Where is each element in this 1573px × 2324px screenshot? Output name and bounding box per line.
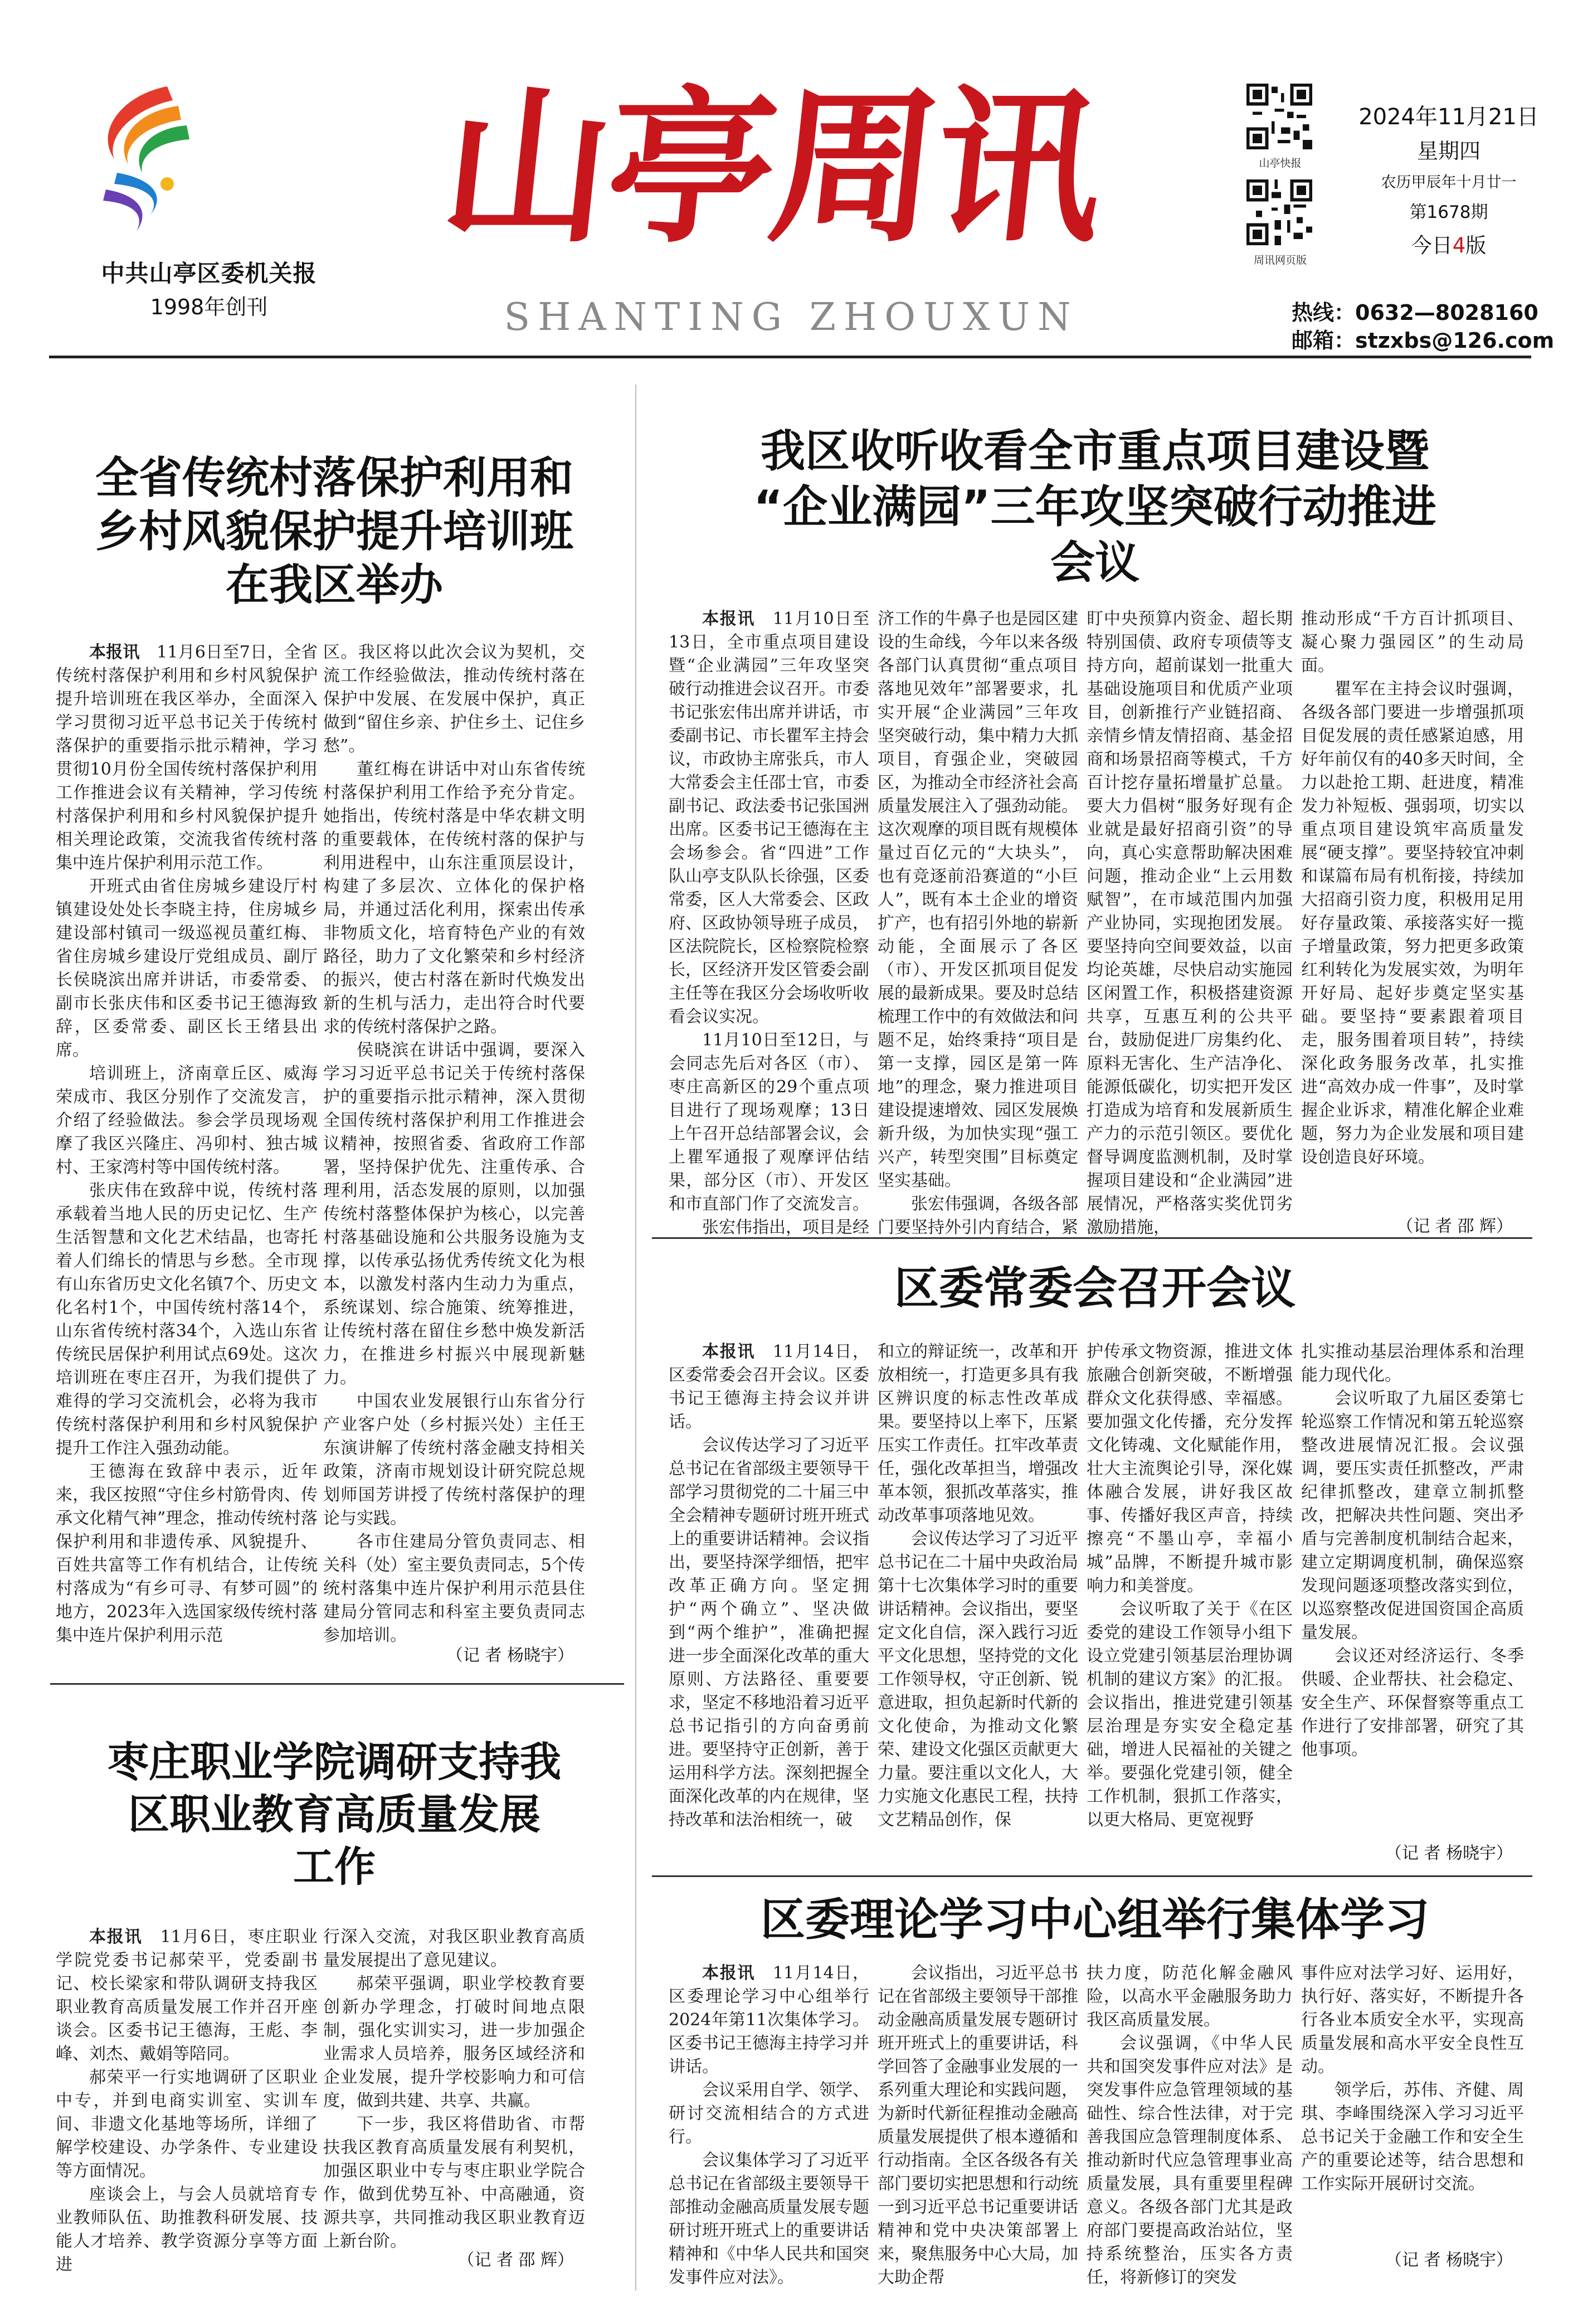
page-count-prefix: 今日 [1411, 234, 1453, 257]
article-column [669, 607, 870, 1237]
headline-line: 区委理论学习中心组举行集体学习 [761, 1894, 1429, 1946]
paragraph: 侯晓滨在讲话中强调，要深入学习习近平总书记关于传统村落保护的重要指示批示精神，深入贯彻全国传统村落保护利用工作推进会议精神，按照省委、省政府工作部署，坚持保护优先、注重传承、合理利用，活态发展的原则，以加强传统村落整体保护为核心，以完善村落基础设施和公共服务设施为支撑，以传承弘扬优秀传统文化为根本，以激发村落内生动力为重点，系统谋划、综合施策、统筹推进，让传统村落在留住乡愁中焕发新活力，在推进乡村振兴中展现新魅力。 [323, 1041, 585, 1388]
lunar-date: 农历甲辰年十月廿一 [1381, 174, 1517, 191]
headline-line: 乡村风貌保护提升培训班 [95, 507, 573, 557]
organization-label: 中共山亭区委机关报 [101, 260, 317, 287]
paragraph: 下一步，我区将借助省、市帮扶我区教育高质量发展有利契机，加强区职业中专与枣庄职业学院合作，做到优势互补、中高融通，资源共享，共同推动我区职业教育迈上新台阶。 [323, 2114, 585, 2251]
paragraph: 会议集体学习了习近平总书记在省部级主要领导干部推动金融高质量发展专题研讨班开班式上的重要讲话精神和《中华人民共和国突发事件应对法》。 [669, 2151, 869, 2287]
byline: （记 者 杨晓宇） [1385, 2250, 1513, 2270]
paragraph: 扶力度，防范化解金融风险，以高水平金融服务助力我区高质量发展。 [1087, 1963, 1293, 2030]
byline: （记 者 杨晓宇） [446, 1646, 574, 1665]
issue-number: 第1678期 [1409, 202, 1488, 222]
paragraph: 11月14日，区委常委会召开会议。区委书记王德海主持会议并讲话。 [669, 1342, 870, 1432]
article-headline [652, 1892, 1538, 1948]
article-headline [652, 1261, 1538, 1316]
paragraph: 会议传达学习了习近平总书记在二十届中央政治局第十七次集体学习时的重要讲话精神。会议指出，要坚定文化自信，深入践行习近平文化思想，坚持党的文化工作领导权，守正创新、锐意进取，担负起新时代新的文化使命，为推动文化繁荣、建设文化强区贡献更大力量。要注重以文化人，大力实施文化惠民工程，扶持文艺精品创作，保 [878, 1529, 1078, 1830]
page-count [1343, 228, 1555, 259]
paragraph: 王德海在致辞中表示，近年来，我区按照“守住乡村筋骨肉、传承文化精气神”理念，推动传统村落保护利用和非遗传承、风貌提升、百姓共富等工作有机结合，让传统村落成为“有乡可寻、有梦可圆”的地方，2023年入选国家级传统村落集中连片保护利用示范 [56, 1462, 318, 1645]
paragraph: 领学后，苏伟、齐健、周琪、李峰围绕深入学习习近平总书记关于金融工作和安全生产的重要论述等，结合思想和工作实际开展研讨交流。 [1301, 2080, 1524, 2194]
article-column [1301, 607, 1524, 1165]
headline-line: 工作 [293, 1843, 376, 1891]
article-tag: 本报讯 [89, 1927, 143, 1947]
paragraph: 张宏伟强调，各级各部门要坚持外引内育结合，紧 [878, 1194, 1078, 1237]
paragraph: 瞿军在主持会议时强调，各级各部门要进一步增强抓项目促发展的责任感紧迫感，用好年前仅有的40多天时间，全力以赴抢工期、赶进度，精准发力补短板、强弱项，切实以重点项目建设筑牢高质量发展“硬支撑”。要坚持较宜冲刺和谋篇布局有机衔接，持续加大招商引资力度，积极用足用好存量政策、承接落实好一揽子增量政策，努力把更多政策红利转化为发展实效，为明年开好局、起好步奠定坚实基础。要坚持“要素跟着项目走，服务围着项目转”，持续深化政务服务改革，扎实推进“高效办成一件事”，及时掌握企业诉求，精准化解企业难题，努力为企业发展和项目建设创造良好环境。 [1301, 679, 1524, 1167]
headline-line: “企业满园”三年攻坚突破行动推进 [753, 481, 1436, 533]
column-divider [635, 385, 636, 2291]
article-column [669, 1962, 870, 2287]
paragraph: 郝荣平强调，职业学校教育要创新办学理念，打破时间地点限制，强化实训实习，进一步加强企业需求人员培养，服务区域经济和企业发展，提升学校影响力和可信度，做到共建、共享、共赢。 [323, 1974, 585, 2111]
byline: （记 者 邵 辉） [457, 2250, 574, 2270]
article-column [323, 641, 585, 1645]
paragraph: 11月10日至13日，全市重点项目建设暨“企业满园”三年攻坚突破行动推进会议召开。市委书记张宏伟出席并讲话，市委副书记、市长瞿军主持会议，市政协主席张兵，市人大常委会主任邵士官，市委副书记、政法委书记张国洲出席。区委书记王德海在主会场参会。省“四进”工作队山亭支队队长徐强，区委常委，区人大常委会、区政府、区政协领导班子成员，区法院院长，区检察院检察长，区经济开发区管委会副主任等在我区分会场收听收看会议实况。 [669, 609, 870, 1027]
section-divider [652, 1237, 1532, 1239]
headline-line: 枣庄职业学院调研支持我 [108, 1738, 561, 1786]
paragraph: 开班式由省住房城乡建设厅村镇建设处处长李晓主持，住房城乡建设部村镇司一级巡视员董红梅、省住房城乡建设厅党组成员、副厅长侯晓滨出席并讲话，市委常委、副市长张庆伟和区委书记王德海致辞，区委常委、副区长王绪县出席。 [56, 877, 318, 1060]
article-tag: 本报讯 [702, 609, 756, 629]
article-tag: 本报讯 [89, 643, 140, 662]
newspaper-title-pinyin: SHANTING ZHOUXUN [504, 295, 1079, 339]
article-headline [652, 424, 1538, 591]
article-tag: 本报讯 [702, 1963, 756, 1983]
paragraph: 会议听取了九届区委第七轮巡察工作情况和第五轮巡察整改进展情况汇报。会议强调，要压实责任抓整改，严肃纪律抓整改，建章立制抓整改，把解决共性问题、突出矛盾与完善制度机制结合起来，建立定期调度机制，确保巡察发现问题逐项整改落实到位，以巡察整改促进国资国企高质量发展。 [1301, 1389, 1524, 1642]
article-column [878, 607, 1078, 1237]
qr-label-web: 周讯网页版 [1253, 254, 1307, 266]
headline-line: 会议 [1050, 537, 1139, 589]
paragraph: 推动形成“千方百计抓项目、凝心聚力强园区”的生动局面。 [1301, 609, 1524, 675]
headline-line: 区职业教育高质量发展 [128, 1791, 540, 1839]
article-column [1087, 1962, 1293, 2287]
paragraph: 济工作的牛鼻子也是园区建设的生命线，今年以来各级各部门认真贯彻“重点项目落地见效年”部署要求，扎实开展“企业满园”三年攻坚突破行动，集中精力大抓项目，育强企业，突破园区，为推动全市经济社会高质量发展注入了强劲动能。这次观摩的项目既有规模体量过百亿元的“大块头”，也有竞逐前沿赛道的“小巨人”，既有本土企业的增资扩产，也有招引外地的崭新动能，全面展示了各区（市）、开发区抓项目促发展的最新成果。要及时总结梳理工作中的有效做法和问题不足，始终秉持“项目是第一支撑，园区是第一阵地”的理念，聚力推进项目建设提速增效、园区发展焕新升级，为加快实现“强工兴产，转型突围”目标奠定坚实基础。 [878, 609, 1078, 1190]
section-divider [50, 1683, 624, 1685]
paragraph: 张宏伟指出，项目是经 [702, 1218, 869, 1237]
issue-weekday: 星期四 [1416, 139, 1481, 163]
paragraph: 盯中央预算内资金、超长期特别国债、政府专项债等支持方向，超前谋划一批重大基础设施项目和优质产业项目，创新推行产业链招商、亲情乡情友情招商、基金招商和场景招商等模式，千方百计挖存量拓增量扩总量。要大力倡树“服务好现有企业就是最好招商引资”的导向，真心实意帮助解决困难问题，推动企业“上云用数赋智”，在市域范围内加强产业协同，实现抱团发展。要坚持向空间要效益，以亩均论英雄，尽快启动实施园区闲置工作，积极搭建资源共享，互惠互利的公共平台，鼓励促进厂房集约化、原料无害化、生产洁净化、能源低碳化，切实把开发区打造成为培育和发展新质生产力的示范引领区。要优化督导调度监测机制，及时掌握项目建设和“企业满园”进展情况，严格落实奖优罚劣激励措施， [1087, 609, 1293, 1237]
email: 邮箱：stzxbs@126.com [1292, 328, 1555, 353]
paragraph: 会议传达学习了习近平总书记在省部级主要领导干部学习贯彻党的二十届三中全会精神专题研讨班开班式上的重要讲话精神。会议指出，要坚持深学细悟，把牢改革正确方向。坚定拥护“两个确立”、坚决做到“两个维护”，准确把握进一步全面深化改革的重大原则、方法路径、重要要求，坚定不移地沿着习近平总书记指引的方向奋勇前进。要坚持守正创新，善于运用科学方法。深刻把握全面深化改革的内在规律，坚持改革和法治相统一，破 [669, 1436, 869, 1830]
article-headline [39, 451, 630, 612]
paragraph: 会议还对经济运行、冬季供暖、企业帮扶、社会稳定、安全生产、环保督察等重点工作进行了安排部署，研究了其他事项。 [1301, 1646, 1524, 1759]
article-column [669, 1340, 869, 1870]
paragraph: 培训班上，济南章丘区、威海荣成市、我区分别作了交流发言，介绍了经验做法。参会学员现场观摩了我区兴隆庄、冯卯村、独古城村、王家湾村等中国传统村落。 [56, 1064, 318, 1177]
article-column [1301, 1962, 1524, 2235]
paragraph: 董红梅在讲话中对山东省传统村落保护利用工作给予充分肯定。她指出，传统村落是中华农耕文明的重要载体，在传统村落的保护与利用进程中，山东注重顶层设计，构建了多层次、立体化的保护格局，并通过活化利用，探索出传承非物质文化，培育特色产业的有效路径，助力了文化繁荣和乡村经济的振兴，使古村落在新时代焕发出新的生机与活力，走出符合时代要求的传统村落保护之路。 [323, 760, 585, 1037]
paragraph: 11月6日，枣庄职业学院党委书记郝荣平，党委副书记、校长梁家和带队调研支持我区职业教育高质量发展工作并召开座谈会。区委书记王德海，王彪、李峰、刘杰、戴娟等陪同。 [56, 1927, 318, 2064]
article-headline [39, 1736, 630, 1893]
founded-label: 1998年创刊 [150, 295, 268, 319]
article-column [878, 1962, 1078, 2287]
paragraph: 中国农业发展银行山东省分行产业客户处（乡村振兴处）主任王东演讲解了传统村落金融支持相关政策，济南市规划设计研究院总规划师国芳讲授了传统村落保护的理论与实践。 [323, 1392, 585, 1528]
article-column [56, 1926, 318, 2274]
paragraph: 区。我区将以此次会议为契机，交流工作经验做法，推动传统村落在保护中发展、在发展中保护，真正做到“留住乡亲、护住乡土、记住乡愁”。 [323, 643, 585, 756]
paragraph: 和立的辩证统一，改革和开放相统一，打造更多具有我区辨识度的标志性改革成果。要坚持以上率下，压紧压实工作责任。扛牢改革责任，强化改革担当，增强改革本领，狠抓改革落实，推动改革事项落地见效。 [878, 1342, 1078, 1525]
article-column [56, 641, 318, 1678]
paragraph: 11月10日至12日，与会同志先后对各区（市）、枣庄高新区的29个重点项目进行了现场观摩；13日上午召开总结部署会议，会上瞿军通报了观摩评估结果，部分区（市）、开发区和市直部门作了交流发言。 [669, 1030, 869, 1214]
newspaper-title: 山亭周讯 [434, 69, 1110, 265]
paragraph: 护传承文物资源，推进文体旅融合创新突破，不断增强群众文化获得感、幸福感。要加强文化传播，充分发挥文化铸魂、文化赋能作用，壮大主流舆论引导，深化媒体融合发展，讲好我区故事、传播好我区声音，持续擦亮“不墨山亭，幸福小城”品牌，不断提升城市影响力和美誉度。 [1087, 1342, 1293, 1596]
paragraph: 会议采用自学、领学、研讨交流相结合的方式进行。 [669, 2080, 869, 2147]
newspaper-logo-icon [84, 75, 203, 242]
headline-line: 我区收听收看全市重点项目建设暨 [761, 425, 1429, 477]
headline-line: 全省传统村落保护利用和 [95, 453, 573, 503]
paragraph: 张庆伟在致辞中说，传统村落承载着当地人民的历史记忆、生产生活智慧和文化艺术结晶，也寄托着人们绵长的情思与乡愁。全市现有山东省历史文化名镇7个、历史文化名村1个，中国传统村落14个，山东省传统村落34个，入选山东省传统民居保护利用试点69处。这次培训班在枣庄召开，为我们提供了难得的学习交流机会，必将为我市传统村落保护利用和乡村风貌保护提升工作注入强劲动能。 [56, 1181, 318, 1458]
paragraph: 会议指出，习近平总书记在省部级主要领导干部推动金融高质量发展专题研讨班开班式上的重要讲话，科学回答了金融事业发展的一系列重大理论和实践问题，为新时代新征程推动金融高质量发展提供了根本遵循和行动指南。全区各级各有关部门要切实把思想和行动统一到习近平总书记重要讲话精神和党中央决策部署上来，聚焦服务中心大局，加大助企帮 [878, 1963, 1078, 2287]
paragraph: 郝荣平一行实地调研了区职业中专，并到电商实训室、实训车间、非遗文化基地等场所，详细了解学校建设、办学条件、专业建设等方面情况。 [56, 2068, 318, 2181]
paragraph: 11月14日，区委理论学习中心组举行2024年第11次集体学习。区委书记王德海主持学习并讲话。 [669, 1963, 870, 2077]
article-column [1087, 1340, 1293, 1870]
page-count-number: 4 [1452, 234, 1466, 257]
byline: （记 者 杨晓宇） [1385, 1844, 1513, 1863]
article-column [1087, 607, 1293, 1237]
article-column [878, 1340, 1078, 1870]
paragraph: 行深入交流，对我区职业教育高质量发展提出了意见建议。 [323, 1927, 585, 1970]
qr-code-icon[interactable] [1246, 179, 1312, 245]
paragraph: 各市住建局分管负责同志、相关科（处）室主要负责同志，5个传统村落集中连片保护利用示范县住建局分管同志和科室主要负责同志参加培训。 [323, 1532, 585, 1645]
page-count-suffix: 版 [1465, 234, 1487, 257]
article-column [323, 1926, 585, 2251]
paragraph: 会议听取了关于《在区委党的建设工作领导小组下设立党建引领基层治理协调机制的建议方案》的汇报。会议指出，推进党建引领基层治理是夯实安全稳定基础，增进人民福祉的关键之举。要强化党建引领，健全工作机制，狠抓工作落实，以更大格局、更宽视野 [1087, 1599, 1293, 1830]
paragraph: 座谈会上，与会人员就培育专业教师队伍、助推教科研发展、技能人才培养、教学资源分享等方面进 [56, 2185, 318, 2274]
byline: （记 者 邵 辉） [1396, 1217, 1513, 1236]
headline-line: 区委常委会召开会议 [894, 1262, 1296, 1314]
paragraph: 11月6日至7日，全省传统村落保护利用和乡村风貌保护提升培训班在我区举办，全面深入学习贯彻习近平总书记关于传统村落保护的重要指示批示精神，学习贯彻10月份全国传统村落保护利用工作推进会议有关精神，学习传统村落保护利用和乡村风貌保护提升相关理论政策，交流我省传统村落集中连片保护利用示范工作。 [56, 643, 318, 873]
qr-code-icon[interactable] [1246, 84, 1312, 149]
issue-date: 2024年11月21日 [1358, 104, 1539, 130]
headline-line: 在我区举办 [225, 560, 443, 610]
paragraph: 事件应对法学习好、运用好，执行好、落实好，不断提升各行各业本质安全水平，实现高质量发展和高水平安全良性互动。 [1301, 1963, 1524, 2077]
qr-label-mobile: 山亭快报 [1259, 157, 1302, 169]
paragraph: 扎实推动基层治理体系和治理能力现代化。 [1301, 1342, 1524, 1385]
article-column [1301, 1340, 1524, 1831]
hotline: 热线：0632—8028160 [1292, 300, 1538, 325]
section-divider [652, 1875, 1532, 1877]
paragraph: 会议强调，《中华人民共和国突发事件应对法》是突发事件应急管理领域的基础性、综合性法律，对于完善我国应急管理制度体系、推动新时代应急管理事业高质量发展，具有重要里程碑意义。各级各部门尤其是政府部门要提高政治站位，坚持系统整治，压实各方责任，将新修订的突发 [1087, 2034, 1293, 2287]
masthead-rule [49, 356, 1531, 358]
article-tag: 本报讯 [702, 1342, 756, 1362]
